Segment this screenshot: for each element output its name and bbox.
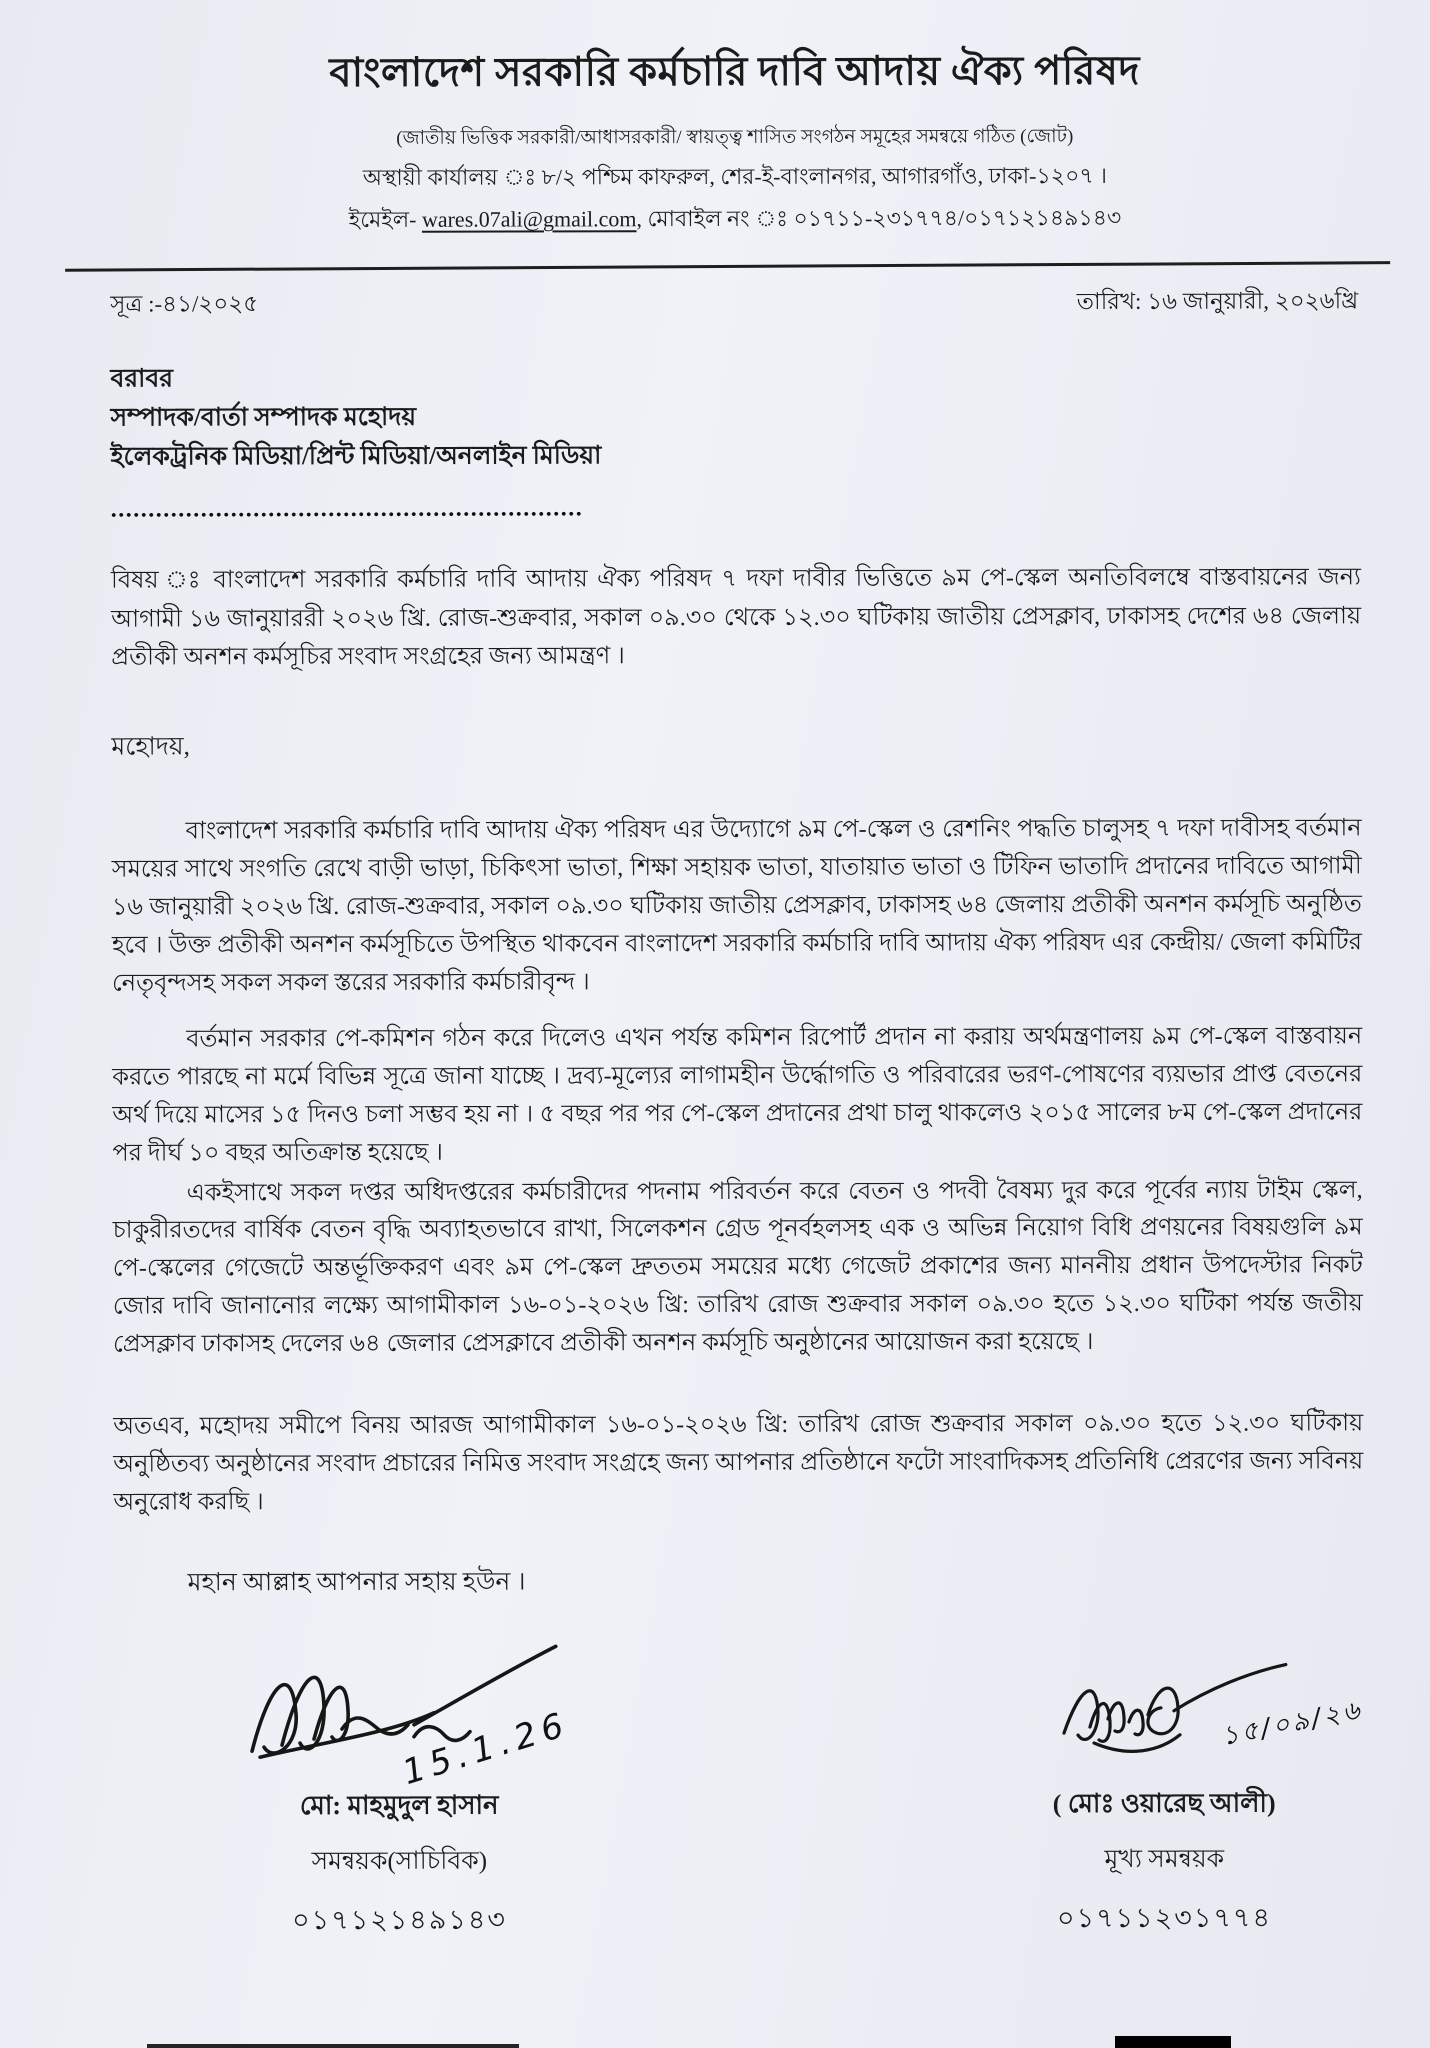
body-paragraph-4: অতএব, মহোদয় সমীপে বিনয় আরজ আগামীকাল ১৬-০১-২০২৬ খ্রি: তারিখ রোজ শুক্রবার সকাল ০৯.৩০ হতে ১২.৩০ ঘটিকায় অনুষ্ঠিতব্য অনুষ্ঠানের সংবাদ প্রচারের নিমিত্ত সংবাদ সংগ্রহে জন্য আপনার প্রতিষ্ঠানে ফটো সাংবাদিকসহ প্রতিনিধি প্রেরণের জন্য সবিনয় অনুরোধ করছি । — [113, 1410, 1364, 1516]
signer-left-phone: ০১৭১২১৪৯১৪৩ — [292, 1904, 507, 1935]
signature-row — [114, 1630, 1365, 1945]
email-address: wares.07ali@gmail.com — [421, 206, 637, 232]
reference-number: সূত্র :-৪১/২০২৫ — [110, 291, 259, 317]
signer-right-phone: ০১৭১১২৩১৭৭৪ — [1056, 1902, 1272, 1933]
recipient-media-types: ইলেকট্রনিক মিডিয়া/প্রিন্ট মিডিয়া/অনলাইন মিডিয়া — [110, 441, 602, 471]
recipient-block — [110, 357, 1360, 477]
signature-left-art — [234, 1632, 575, 1793]
body-paragraph-2: বর্তমান সরকার পে-কমিশন গঠন করে দিলেও এখন পর্যন্ত কমিশন রিপোর্ট প্রদান না করায় অর্থমন্ত্রণালয় ৯ম পে-স্কেল বাস্তবায়ন করতে পারছে না মর্মে বিভিন্ন সূত্রে জানা যাচ্ছে । দ্রব্য-মূল্যের লাগামহীন উর্দ্ধোগতি ও পরিবারের ভরণ-পোষণের ব্যয়ভার প্রাপ্ত বেতনের অর্থ দিয়ে মাসের ১৫ দিনও চলা সম্ভব হয় না । ৫ বছর পর পর পে-স্কেল প্রদানের প্রথা চালু থাকলেও ২০১৫ সালের ৮ম পে-স্কেল প্রদানের পর দীর্ঘ ১০ বছর অতিক্রান্ত হয়েছে । — [112, 1023, 1363, 1167]
org-tagline: (জাতীয় ভিত্তিক সরকারী/আধাসরকারী/ স্বায়ত্ত্ব শাসিত সংগঠন সমূহের সমন্বয়ে গঠিত (জোট) — [396, 126, 1074, 149]
signature-right-art — [1024, 1630, 1366, 1781]
dotted-fill-line: ............................................................... — [110, 495, 584, 523]
office-address: অস্থায়ী কার্যালয় ঃ ৮/২ পশ্চিম কাফরুল, শের-ই-বাংলানগর, আগারগাঁও, ঢাকা-১২০৭ । — [362, 162, 1108, 190]
salutation: মহোদয়, — [111, 733, 190, 762]
signer-right-title: মূখ্য সমন্বয়ক — [1104, 1845, 1225, 1873]
recipient-designation: সম্পাদক/বার্তা সম্পাদক মহোদয় — [110, 403, 417, 432]
recipient-salutation: বরাবর — [110, 365, 174, 393]
signer-right-name: ( মোঃ ওয়ারেছ আলী) — [1052, 1788, 1276, 1818]
subject-paragraph: বিষয় ঃ বাংলাদেশ সরকারি কর্মচারি দাবি আদায় ঐক্য পরিষদ ৭ দফা দাবীর ভিত্তিতে ৯ম পে-স্কেল অনতিবিলম্বে বাস্তবায়নের জন্য আগামী ১৬ জানুয়াররী ২০২৬ খ্রি. রোজ-শুক্রবার, সকাল ০৯.৩০ থেকে ১২.৩০ ঘটিকায় জাতীয় প্রেসক্লাব, ঢাকাসহ দেশের ৬৪ জেলায় প্রতীকী অনশন কর্মসূচির সংবাদ সংগ্রহের জন্য আমন্ত্রণ । — [110, 564, 1362, 671]
meta-row — [110, 282, 1360, 324]
scan-artifact-mark — [1115, 2036, 1231, 2048]
header-divider-line — [65, 261, 1390, 272]
signer-left-name: মো: মাহমুদুল হাসান — [299, 1790, 499, 1820]
body-paragraph-1: বাংলাদেশ সরকারি কর্মচারি দাবি আদায় ঐক্য পরিষদ এর উদ্যোগে ৯ম পে-স্কেল ও রেশনিং পদ্ধতি চালুসহ ৭ দফা দাবীসহ বর্তমান সময়ের সাথে সংগতি রেখে বাড়ী ভাড়া, চিকিৎসা ভাতা, শিক্ষা সহায়ক ভাতা, যাতায়াত ভাতা ও টিফিন ভাতাদি প্রদানের দাবিতে আগামী ১৬ জানুয়ারী ২০২৬ খ্রি. রোজ-শুক্রবার, সকাল ০৯.৩০ ঘটিকায় জাতীয় প্রেসক্লাব, ঢাকাসহ ৬৪ জেলায় প্রতীকী অনশন কর্মসূচি অনুষ্ঠিত হবে । উক্ত প্রতীকী অনশন কর্মসূচিতে উপস্থিত থাকবেন বাংলাদেশ সরকারি কর্মচারি দাবি আদায় ঐক্য পরিষদ এর কেন্দ্রীয়/ জেলা কমিটির নেতৃবৃন্দসহ সকল সকল স্তরের সরকারি কর্মচারীবৃন্দ । — [111, 815, 1362, 997]
closing-blessing: মহান আল্লাহ আপনার সহায় হউন । — [187, 1568, 526, 1597]
letter-date: তারিখ: ১৬ জানুয়ারী, ২০২৬খ্রি — [1076, 288, 1359, 315]
email-label: ইমেইল- — [348, 206, 422, 232]
signer-left-title: সমন্বয়ক(সাচিবিক) — [311, 1847, 488, 1875]
body-paragraph-3: একইসাথে সকল দপ্তর অধিদপ্তরের কর্মচারীদের পদনাম পরিবর্তন করে বেতন ও পদবী বৈষম্য দুর করে পূর্বের ন্যায় টাইম স্কেল, চাকুরীরতদের বার্ষিক বেতন বৃদ্ধি অব্যাহতভাবে রাখা, সিলেকশন গ্রেড পূনর্বহলসহ এক ও অভিন্ন নিয়োগ বিধি প্রণয়নের বিষয়গুলি ৯ম পে-স্কেলের গেজেটে অন্তর্ভূক্তিকরণ এবং ৯ম পে-স্কেল দ্রুততম সময়ের মধ্যে গেজেট প্রকাশের জন্য মাননীয় প্রধান উপদেস্টার নিকট জোর দাবি জানানোর লক্ষ্যে আগামীকাল ১৬-০১-২০২৬ খ্রি: তারিখ রোজ শুক্রবার সকাল ০৯.৩০ হতে ১২.৩০ ঘটিকা পর্যন্ত জতীয় প্রেসক্লাব ঢাকাসহ দেলের ৬৪ জেলার প্রেসক্লাবে প্রতীকী অনশন কর্মসূচি অনুষ্ঠানের আয়োজন করা হয়েছে । — [112, 1176, 1363, 1358]
scan-artifact-line — [147, 2044, 519, 2048]
signature-right-scribble — [1024, 1630, 1304, 1781]
mobile-numbers: , মোবাইল নং ঃ ০১৭১১-২৩১৭৭৪/০১৭১২১৪৯১৪৩ — [636, 204, 1122, 232]
signature-block-right — [1024, 1630, 1366, 1943]
contact-line — [110, 200, 1360, 240]
signature-left-handwritten-date: 15.1.26 — [398, 1703, 575, 1793]
signature-right-handwritten-date: ১৫/০৯/২৬ — [1219, 1694, 1366, 1752]
letterhead — [110, 38, 1361, 240]
signature-block-left — [234, 1632, 575, 1945]
org-name: বাংলাদেশ সরকারি কর্মচারি দাবি আদায় ঐক্য পরিষদ — [329, 47, 1140, 96]
